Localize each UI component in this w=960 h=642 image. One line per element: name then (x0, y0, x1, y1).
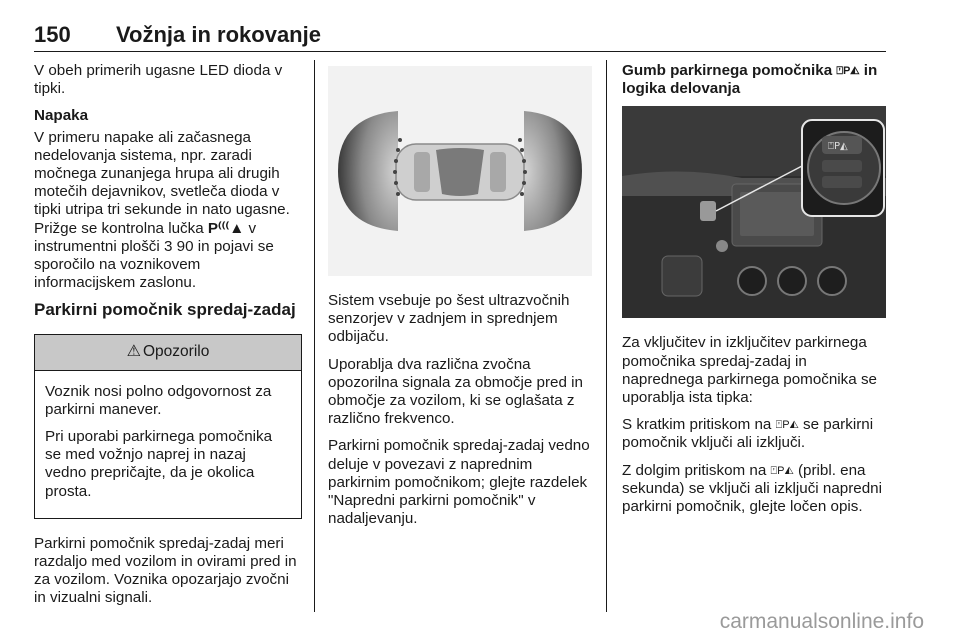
sensor-zones-illustration (328, 66, 592, 276)
page-number: 150 (34, 22, 71, 47)
section-heading: Parkirni pomočnik spredaj-zadaj (34, 300, 296, 320)
column-3 (622, 62, 888, 525)
page-header (34, 22, 886, 52)
page-reference-link[interactable]: 3 90 (164, 237, 194, 255)
car-sensor-svg (328, 66, 592, 276)
parking-assist-icon: ⍞P◭ (836, 65, 860, 77)
page-title: Vožnja in rokovanje (116, 22, 321, 47)
long-press-text-a: Z dolgim pritiskom na (622, 461, 771, 479)
warning-header (35, 335, 301, 371)
long-press-text-b: (pribl. ena sekunda) se vključi ali izključi napredni parkirni pomočnik, glejte ločen opis. (622, 461, 882, 516)
fault-text-b: v instrumentni plošči (34, 219, 257, 255)
button-usage-paragraph: Za vključitev in izključitev parkirnega pomočnika spredaj-zadaj in naprednega parkirnega pomočnika se uporablja ista tipka: (622, 334, 877, 407)
short-press-text-a: S kratkim pritiskom na (622, 416, 776, 434)
column-1 (34, 62, 302, 617)
parking-assist-icon: ⍞P◭ (770, 464, 794, 477)
warning-label: Opozorilo (143, 343, 210, 361)
warning-paragraph-2: Pri uporabi parkirnega pomočnika se med vožnjo naprej in nazaj vedno prepričajte, da je okolica prosta. (45, 428, 273, 500)
short-press-text-b: se parkirni pomočnik vključi ali izključi. (622, 416, 874, 452)
short-press-paragraph (622, 416, 888, 452)
parking-assist-icon: ⍞P◭ (775, 419, 799, 432)
long-press-paragraph (622, 462, 888, 517)
sensors-paragraph: Sistem vsebuje po šest ultrazvočnih senzorjev v zadnjem in sprednjem odbijaču. (328, 292, 570, 346)
parking-warning-icon: P⁽⁽⁽▲ (207, 219, 245, 237)
warning-body (35, 371, 301, 518)
description-paragraph: Parkirni pomočnik spredaj-zadaj meri razdaljo med vozilom in ovirami pred in za vozilom. Voznika opozarjajo zvočni in vizualni signali. (34, 534, 297, 607)
fault-text-a: V primeru napake ali začasnega nedelovanja sistema, npr. zaradi močnega zunanjega hrupa ali drugih motečih dejavnikov, svetleča dioda v tipki utripa tri sekunde in nato ugasne. Prižge se kontrolna lučka (34, 128, 290, 237)
warning-paragraph-1: Voznik nosi polno odgovornost za parkirni manever. (45, 382, 272, 418)
button-heading-text: Gumb parkirnega pomočnika (622, 62, 837, 79)
signals-paragraph: Uporablja dva različna zvočna opozorilna signala za območje pred in območje za vozilom, ki se oglašata z različno frekvenco. (328, 355, 583, 428)
fault-paragraph (34, 129, 302, 293)
watermark: carmanualsonline.info (719, 610, 924, 633)
dashboard-button-photo (622, 106, 886, 318)
warning-triangle-icon: ⚠ (126, 343, 141, 361)
fault-heading: Napaka (34, 107, 89, 125)
fault-text-c: in pojavi se sporočilo na voznikovem informacijskem zaslonu. (34, 237, 274, 292)
column-divider-2 (606, 60, 607, 612)
warning-box (34, 334, 302, 519)
advanced-paragraph: Parkirni pomočnik spredaj-zadaj vedno deluje v povezavi z naprednim parkirnim pomočnikom; glejte razdelek "Napredni parkirni pomočnik" v nadaljevanju. (328, 437, 590, 528)
dashboard-svg (622, 106, 886, 318)
column-divider-1 (314, 60, 315, 612)
intro-paragraph: V obeh primerih ugasne LED dioda v tipki. (34, 62, 283, 98)
svg-text:⍞P◭: ⍞P◭ (828, 141, 848, 153)
button-heading-text-b: in logika delovanja (622, 62, 878, 98)
button-heading (622, 62, 888, 98)
column-2 (328, 62, 594, 537)
